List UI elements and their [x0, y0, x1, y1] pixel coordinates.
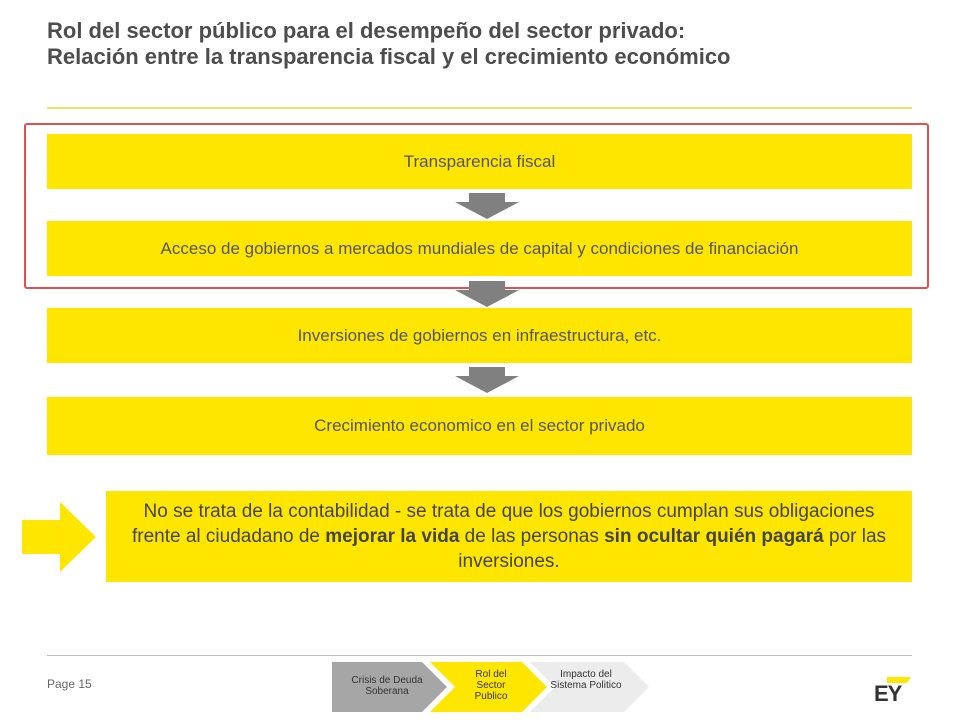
flow-box-label: Inversiones de gobiernos en infraestructura, etc.: [297, 325, 662, 345]
flow-box-label: Crecimiento economico en el sector privado: [314, 416, 645, 435]
note-bold-1: mejorar la vida: [325, 526, 460, 547]
flow-box-inversiones: [47, 308, 912, 363]
footer-divider: [47, 655, 912, 656]
slide-title: [47, 18, 927, 70]
page-number: Page 15: [47, 677, 92, 691]
nav-step-crisis[interactable]: Crisis de Deuda Soberana: [351, 675, 423, 697]
svg-text:EY: EY: [874, 681, 902, 703]
nav-step-rol[interactable]: Rol del Sector Publico: [474, 669, 508, 702]
right-arrow-icon: [22, 502, 96, 572]
note-bold-2: sin ocultar quién pagará: [604, 526, 824, 547]
ey-logo: [873, 675, 913, 703]
highlight-frame: [24, 123, 929, 289]
note-text-2: de las personas: [459, 526, 605, 547]
flow-box-crecimiento: [47, 397, 912, 455]
flow-box-label: Acceso de gobiernos a mercados mundiales de capital y condiciones de financiación: [160, 238, 799, 258]
down-arrow-icon: [455, 367, 519, 393]
title-line-1: Rol del sector público para el desempeño del sector privado:: [47, 18, 686, 43]
key-message-text: [124, 499, 894, 574]
nav-step-impacto[interactable]: Impacto del Sistema Politico: [550, 669, 622, 691]
note-text-3: por las inversiones.: [458, 526, 887, 572]
note-text-1: No se trata de la contabilidad - se trata de que los gobiernos cumplan sus obligaciones frente al ciudadano de: [131, 501, 875, 547]
key-message: [106, 491, 912, 582]
title-line-2: Relación entre la transparencia fiscal y el crecimiento económico: [47, 44, 731, 69]
flow-box-label: Transparencia fiscal: [403, 151, 556, 171]
title-divider: [47, 107, 912, 109]
down-arrow-icon: [455, 281, 519, 307]
